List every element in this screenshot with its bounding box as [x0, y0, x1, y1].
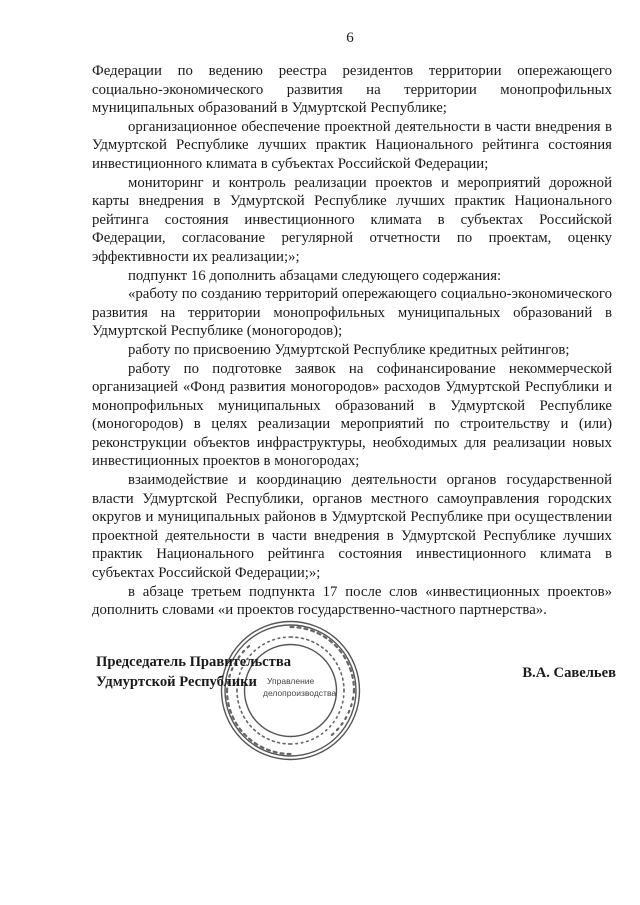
- document-body: [92, 62, 612, 620]
- signatory-title-line2: Удмуртской Республики: [96, 674, 257, 690]
- paragraph: работу по присвоению Удмуртской Республике кредитных рейтингов;: [128, 341, 570, 358]
- paragraph: организационное обеспечение проектной деятельности в части внедрения в Удмуртской Республике лучших практик Национального рейтинга состояния инвестиционного климата в субъектах Российской Федерации;: [92, 118, 612, 172]
- signatory-title: [96, 652, 356, 692]
- paragraph: Федерации по ведению реестра резидентов территории опережающего социально-экономического развития на территории монопрофильных муниципальных образований в Удмуртской Республике;: [92, 63, 612, 117]
- page-number: 6: [346, 30, 354, 46]
- paragraph: работу по подготовке заявок на софинансирование некоммерческой организацией «Фонд развития моногородов» расходов Удмуртской Республики и монопрофильных муниципальных образований в Удмуртской Республике (моногородов) в целях реализации мероприятий по строительству и (или) реконструкции объектов инфраструктуры, необходимых для реализации новых инвестиционных проектов в моногородах;: [92, 360, 612, 470]
- paragraph: «работу по созданию территорий опережающего социально-экономического развития на территории монопрофильных муниципальных образований в Удмуртской Республике (моногородов);: [92, 286, 612, 340]
- paragraph: подпункт 16 дополнить абзацами следующего содержания:: [128, 267, 502, 284]
- signatory-title-line1: Председатель Правительства: [96, 654, 292, 670]
- signatory-name: В.А. Савельев: [522, 665, 616, 681]
- paragraph: взаимодействие и координацию деятельности органов государственной власти Удмуртской Республики, органов местного самоуправления городских округов и муниципальных районов в Удмуртской Республике при осуществлении проектной деятельности в части внедрения в Удмуртской Республике лучших практик Национального рейтинга состояния инвестиционного климата в субъектах Российской Федерации;»;: [92, 472, 612, 582]
- stamp-inner-line2: делопроизводства: [263, 688, 337, 698]
- paragraph: мониторинг и контроль реализации проектов и мероприятий дорожной карты внедрения в Удмуртской Республике лучших практик Национального рейтинга состояния инвестиционного климата в субъектах Российской Федерации, согласование регулярной отчетности по проектам, оценку эффективности их реализации;»;: [92, 174, 612, 265]
- paragraph: в абзаце третьем подпункта 17 после слов «инвестиционных проектов» дополнить словами «и проектов государственно-частного партнерства».: [92, 583, 612, 619]
- stamp-inner-line1: Управление: [267, 676, 315, 686]
